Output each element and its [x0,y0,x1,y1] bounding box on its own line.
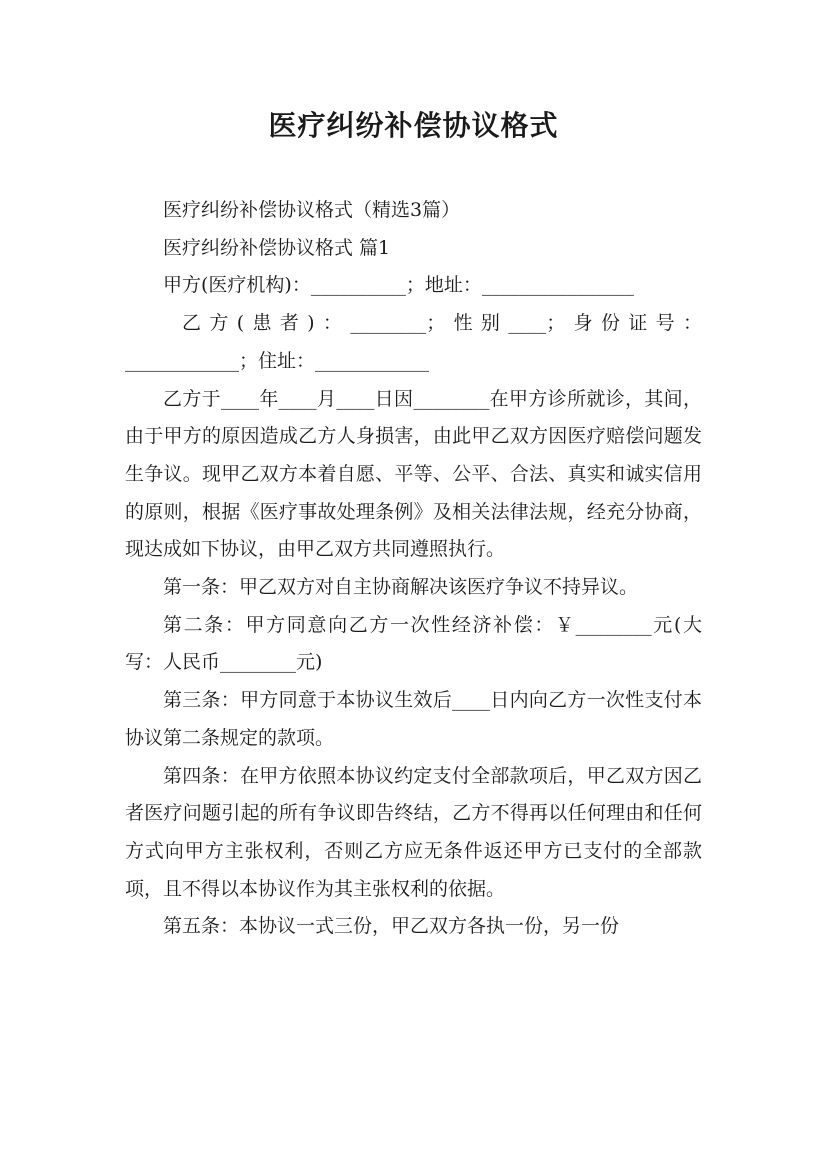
preamble-paragraph: 乙方于____年____月____日因________在甲方诊所就诊，其间，由于甲方的原因造成乙方人身损害，由此甲乙双方因医疗赔偿问题发生争议。现甲乙双方本着自愿、平等、公平、合法、真实和诚实信用的原则，根据《医疗事故处理条例》及相关法律法规，经充分协商，现达成如下协议，由甲乙双方共同遵照执行。 [125,387,702,561]
party-a-line: 甲方(医疗机构)：__________；地址：________________ [163,274,634,297]
article-2: 第二条：甲方同意向乙方一次性经济补偿：￥________元(大写：人民币________元) [125,613,702,674]
article-3: 第三条：甲方同意于本协议生效后____日内向乙方一次性支付本协议第二条规定的款项。 [125,689,702,749]
party-b-line-continued: ____________；住址：____________ [125,349,430,372]
document-title: 医疗纠纷补偿协议格式 [268,109,559,142]
party-b-line: 乙方(患者)：________；性别____；身份证号： [182,312,702,335]
document-body [125,192,702,946]
section-heading: 医疗纠纷补偿协议格式 篇1 [163,236,391,259]
article-1: 第一条：甲乙双方对自主协商解决该医疗争议不持异议。 [163,576,639,599]
article-4: 第四条：在甲方依照本协议约定支付全部款项后，甲乙双方因乙者医疗问题引起的所有争议即告终结，乙方不得再以任何理由和任何方式向甲方主张权利，否则乙方应无条件返还甲方已支付的全部款项，且不得以本协议作为其主张权利的依据。 [125,764,702,900]
subtitle-paragraph: 医疗纠纷补偿协议格式（精选3篇） [163,199,461,221]
article-5: 第五条：本协议一式三份，甲乙双方各执一份，另一份 [163,915,620,938]
